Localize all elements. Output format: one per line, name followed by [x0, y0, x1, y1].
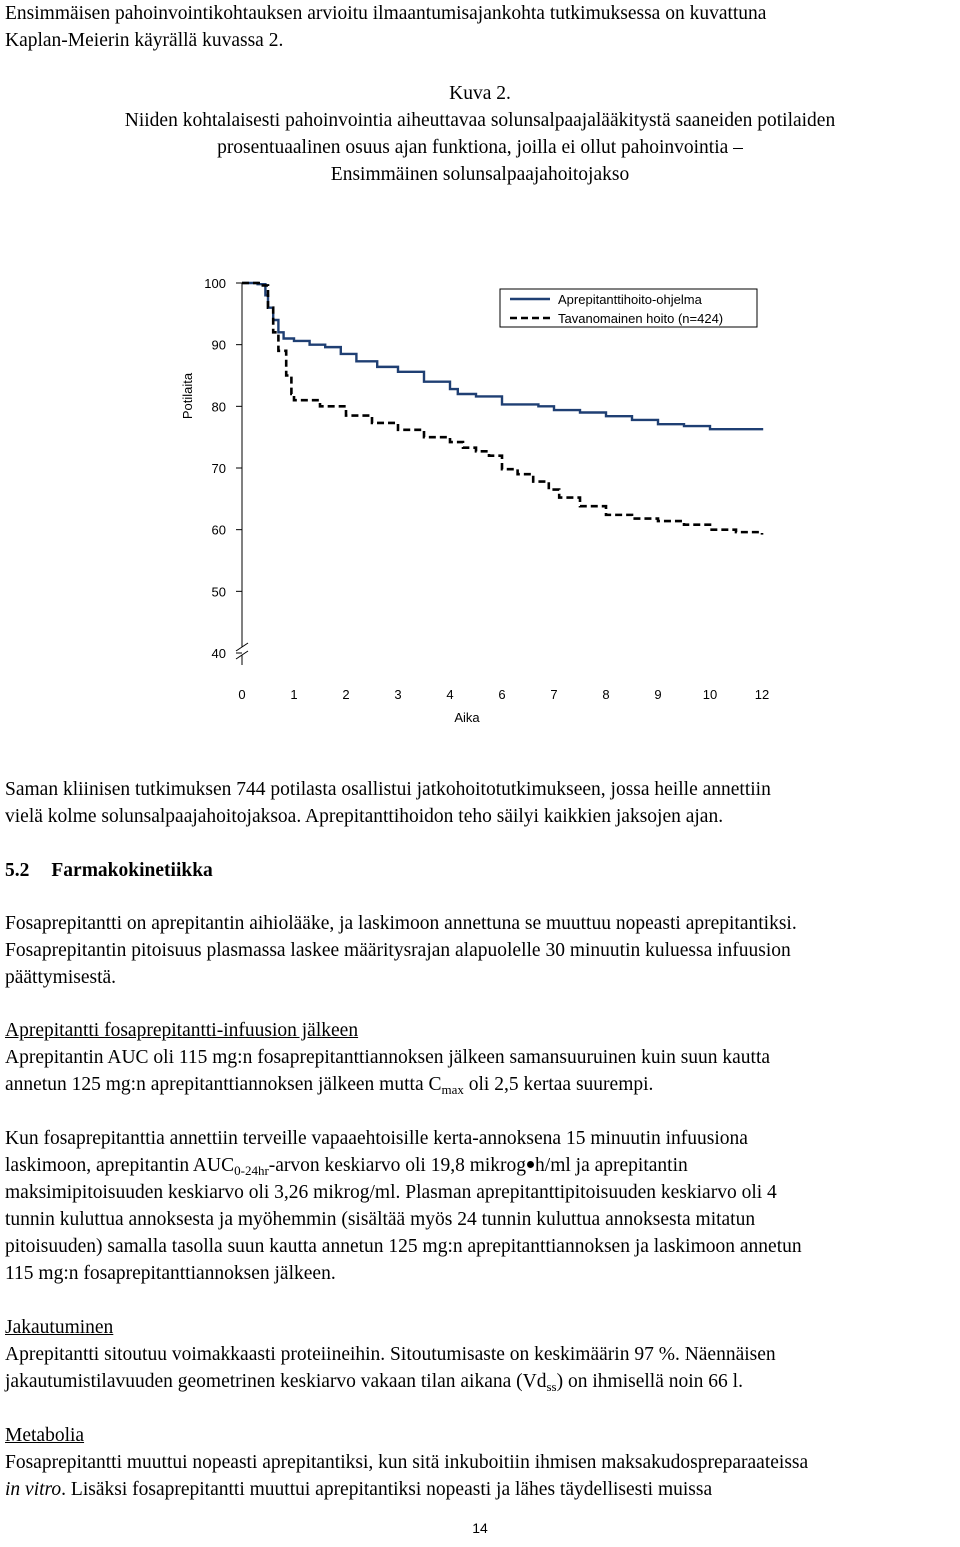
x-tick-label: 4: [446, 687, 454, 702]
legend-label: Aprepitanttihoito-ohjelma: [558, 292, 702, 307]
p3-line-2a: laskimoon, aprepitantin AUC: [5, 1155, 235, 1176]
p2-line-1: Aprepitantin AUC oli 115 mg:n fosaprepitanttiannoksen jälkeen samansuuruinen kuin suun kautta: [5, 1047, 771, 1068]
x-axis-label: Aika: [454, 710, 480, 725]
p3-line-4: tunnin kuluttua annoksesta ja myöhemmin (sisältää myös 24 tunnin kuluttua annoksesta mitatun: [5, 1209, 756, 1230]
p1-line-1: Fosaprepitantti on aprepitantin aihiolääke, ja laskimoon annettuna se muuttuu nopeasti aprepitantiksi.: [5, 913, 797, 934]
p3-line-2b: -arvon keskiarvo oli 19,8 mikrog: [268, 1155, 527, 1176]
figure-caption-1: Niiden kohtalaisesti pahoinvointia aiheuttavaa solunsalpaajalääkitystä saaneiden potilaiden: [124, 110, 836, 131]
continuation-line-2: vielä kolme solunsalpaajahoitojaksoa. Aprepitanttihoidon teho säilyi kaikkien jaksojen ajan.: [5, 806, 724, 827]
x-tick-label: 0: [238, 687, 246, 702]
x-tick-label: 3: [394, 687, 402, 702]
kaplan-meier-chart: [0, 262, 960, 732]
y-tick-label: 60: [211, 522, 226, 538]
x-tick-label: 7: [550, 687, 558, 702]
p3-line-6: 115 mg:n fosaprepitanttiannoksen jälkeen.: [5, 1263, 336, 1284]
section-heading: [5, 857, 957, 884]
x-tick-label: 2: [342, 687, 350, 702]
p4-line-1: Aprepitantti sitoutuu voimakkaasti proteiineihin. Sitoutumisaste on keskimäärin 97 %. Näennäisen: [5, 1344, 776, 1365]
cmax-subscript: max: [441, 1082, 464, 1097]
p2-line-2a: annetun 125 mg:n aprepitanttiannoksen jälkeen mutta C: [5, 1074, 442, 1095]
p3-line-5: pitoisuuden) samalla tasolla suun kautta annetun 125 mg:n aprepitanttiannoksen ja laskimoon annetun: [5, 1236, 802, 1257]
x-tick-label: 12: [754, 687, 770, 702]
intro-line-2: Kaplan-Meierin käyrällä kuvassa 2.: [5, 30, 284, 51]
page-number: 14: [472, 1520, 488, 1536]
heading-distribution: Jakautuminen: [5, 1317, 114, 1338]
y-tick-label: 90: [211, 337, 226, 353]
p4-line-2b: ) on ihmisellä noin 66 l.: [556, 1371, 743, 1392]
p5-line-2b: . Lisäksi fosaprepitantti muuttui aprepitantiksi nopeasti ja lähes täydellisesti muissa: [61, 1479, 713, 1500]
figure-label: Kuva 2.: [449, 83, 511, 104]
y-axis-label: Potilaita: [180, 372, 195, 420]
x-tick-label: 9: [654, 687, 662, 702]
y-tick-label: 50: [211, 584, 226, 600]
p4-line-2: [5, 1368, 957, 1395]
x-tick-label: 6: [498, 687, 506, 702]
p2-line-2b: oli 2,5 kertaa suurempi.: [463, 1074, 654, 1095]
in-vitro-italic: in vitro: [5, 1479, 62, 1500]
auc-subscript: 0-24hr: [234, 1163, 269, 1178]
p1-line-2: Fosaprepitantin pitoisuus plasmassa laskee määritysrajan alapuolelle 30 minuutin kuluessa infuusion: [5, 940, 791, 961]
multiplication-dot-icon: [527, 1161, 534, 1168]
y-tick-label: 100: [204, 276, 226, 291]
heading-infusion: Aprepitantti fosaprepitantti-infuusion jälkeen: [5, 1020, 359, 1041]
p3-line-1: Kun fosaprepitanttia annettiin terveille vapaaehtoisille kerta-annoksena 15 minuutin infuusiona: [5, 1128, 748, 1149]
p5-line-2: [5, 1476, 957, 1503]
intro-line-1: Ensimmäisen pahoinvointikohtauksen arvioitu ilmaantumisajankohta tutkimuksessa on kuvattuna: [5, 3, 767, 24]
p3-line-2: [5, 1152, 957, 1179]
x-tick-label: 1: [290, 687, 298, 702]
p3-line-2c: h/ml ja aprepitantin: [535, 1155, 688, 1176]
figure-caption-3: Ensimmäinen solunsalpaajahoitojakso: [330, 164, 630, 185]
y-tick-label: 40: [211, 646, 226, 661]
p4-line-2a: jakautumistilavuuden geometrinen keskiarvo vakaan tilan aikana (Vd: [5, 1371, 547, 1392]
x-tick-label: 10: [702, 687, 718, 702]
legend-label: Tavanomainen hoito (n=424): [558, 311, 724, 326]
x-tick-label: 8: [602, 687, 610, 702]
p5-line-1: Fosaprepitantti muuttui nopeasti aprepitantiksi, kun sitä inkuboitiin ihmisen maksakudospreparaateissa: [5, 1452, 809, 1473]
vdss-subscript: ss: [546, 1379, 557, 1394]
section-title: Farmakokinetiikka: [51, 860, 213, 881]
y-tick-label: 80: [211, 399, 226, 415]
heading-metabolism: Metabolia: [5, 1425, 85, 1446]
p3-line-3: maksimipitoisuuden keskiarvo oli 3,26 mikrog/ml. Plasman aprepitanttipitoisuuden keskiarvo oli 4: [5, 1182, 777, 1203]
p1-line-3: päättymisestä.: [5, 967, 117, 988]
p2-line-2: [5, 1071, 957, 1098]
section-number: 5.2: [5, 860, 30, 881]
figure-caption-2: prosentuaalinen osuus ajan funktiona, joilla ei ollut pahoinvointia –: [217, 137, 743, 158]
y-tick-label: 70: [211, 461, 226, 476]
continuation-line-1: Saman kliinisen tutkimuksen 744 potilasta osallistui jatkohoitotutkimukseen, jossa heille annettiin: [5, 779, 771, 800]
